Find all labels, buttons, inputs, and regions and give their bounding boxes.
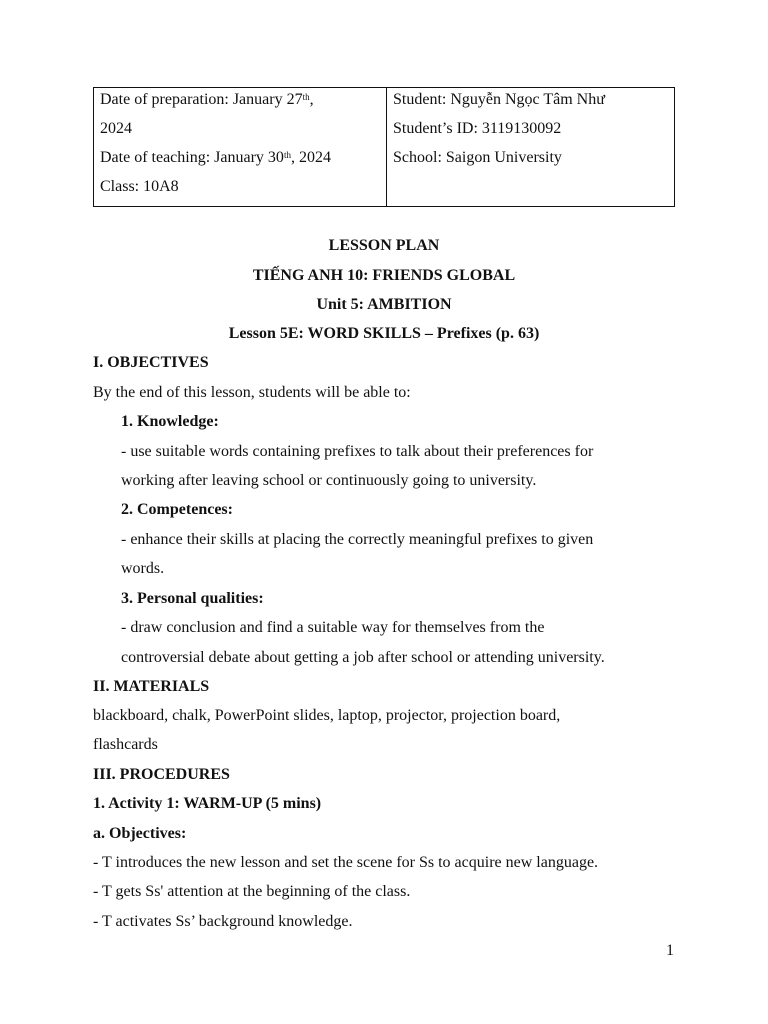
course-title: TIẾNG ANH 10: FRIENDS GLOBAL <box>252 267 516 284</box>
activity-objectives-heading: a. Objectives: <box>93 825 187 842</box>
date-of-preparation <box>100 90 314 110</box>
competences-heading: 2. Competences: <box>121 501 233 518</box>
knowledge-heading: 1. Knowledge: <box>121 413 219 430</box>
student-name: Student: Nguyễn Ngọc Tâm Như <box>393 91 605 108</box>
competences-line-1: - enhance their skills at placing the correctly meaningful prefixes to given <box>121 531 594 548</box>
knowledge-line-2: working after leaving school or continuously going to university. <box>121 472 537 489</box>
date-of-preparation-year: 2024 <box>100 120 132 137</box>
activity-1-heading: 1. Activity 1: WARM-UP (5 mins) <box>93 795 322 812</box>
knowledge-line-1: - use suitable words containing prefixes to talk about their preferences for <box>121 443 594 460</box>
qualities-heading: 3. Personal qualities: <box>121 590 264 607</box>
qualities-line-2: controversial debate about getting a job after school or attending university. <box>121 649 605 666</box>
date-of-teaching-text: Date of teaching: January 30 <box>100 149 284 166</box>
unit-title: Unit 5: AMBITION <box>316 296 452 313</box>
date-of-teaching <box>100 148 331 168</box>
activity-objective-3: - T activates Ss’ background knowledge. <box>93 913 353 930</box>
date-of-teaching-tail: , 2024 <box>290 149 331 166</box>
school-name: School: Saigon University <box>393 149 562 166</box>
date-of-preparation-text: Date of preparation: January 27 <box>100 91 303 108</box>
class-label: Class: 10A8 <box>100 178 179 195</box>
materials-heading: II. MATERIALS <box>93 678 210 695</box>
student-id: Student’s ID: 3119130092 <box>393 120 562 137</box>
date-of-preparation-tail: , <box>309 91 314 108</box>
page-number: 1 <box>666 942 674 959</box>
activity-objective-1: - T introduces the new lesson and set the scene for Ss to acquire new language. <box>93 854 599 871</box>
qualities-line-1: - draw conclusion and find a suitable way for themselves from the <box>121 619 545 636</box>
date-of-preparation-sup: th <box>302 92 310 102</box>
objectives-intro: By the end of this lesson, students will be able to: <box>93 384 411 401</box>
materials-line-2: flashcards <box>93 736 158 753</box>
lesson-plan-title: LESSON PLAN <box>328 237 440 254</box>
activity-objective-2: - T gets Ss' attention at the beginning of the class. <box>93 883 411 900</box>
competences-line-2: words. <box>121 560 165 577</box>
objectives-heading: I. OBJECTIVES <box>93 354 209 371</box>
date-of-teaching-sup: th <box>283 150 291 160</box>
materials-line-1: blackboard, chalk, PowerPoint slides, laptop, projector, projection board, <box>93 707 561 724</box>
procedures-heading: III. PROCEDURES <box>93 766 230 783</box>
lesson-title: Lesson 5E: WORD SKILLS – Prefixes (p. 63) <box>228 325 540 342</box>
